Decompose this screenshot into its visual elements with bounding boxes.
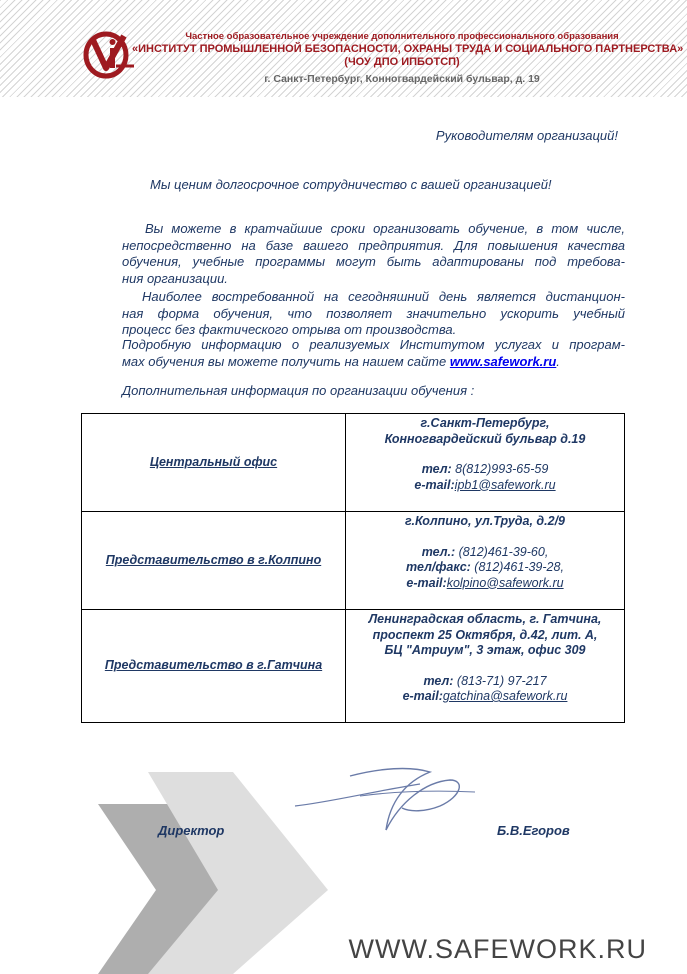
office-row	[82, 610, 625, 723]
paragraph-line: процесс без фактического отрыва от производства.	[122, 322, 457, 337]
paragraph-distance	[122, 289, 625, 339]
director-title: Директор	[158, 823, 225, 838]
additional-info-heading: Дополнительная информация по организации обучения :	[122, 383, 475, 398]
office-address-line: г.Санкт-Петербург,	[420, 416, 550, 430]
paragraph-line: Вы можете в кратчайшие сроки организовать обучение, в том числе,	[145, 221, 625, 236]
paragraph-training	[122, 221, 625, 287]
handwritten-signature-icon	[290, 762, 480, 834]
office-name: Представительство в г.Гатчина	[82, 610, 346, 723]
office-name: Представительство в г.Колпино	[82, 512, 346, 610]
office-contacts	[346, 512, 625, 610]
paragraph-line: Подробную информацию о реализуемых Институтом услугах и програм-	[122, 337, 625, 352]
office-contacts	[346, 610, 625, 723]
email-link[interactable]: gatchina@safework.ru	[442, 689, 568, 703]
office-address-line: г.Колпино, ул.Труда, д.2/9	[405, 514, 565, 528]
paragraph-line: ная форма обучения, что позволяет значительно ускорить учебный	[122, 305, 625, 321]
header-org-abbr: (ЧОУ ДПО ИПБОТСП)	[344, 56, 460, 68]
greeting: Руководителям организаций!	[435, 128, 618, 143]
office-name: Центральный офис	[82, 414, 346, 512]
paragraph-website	[122, 337, 625, 370]
office-email: e-mail:gatchina@safework.ru	[402, 689, 568, 703]
letterhead	[0, 0, 687, 97]
website-link[interactable]: www.safework.ru	[449, 353, 557, 369]
email-link[interactable]: kolpino@safework.ru	[446, 575, 564, 590]
office-address-line: Конногвардейский бульвар д.19	[384, 431, 586, 446]
office-phone: тел: 8(812)993-65-59	[421, 462, 549, 476]
institute-logo-icon	[80, 30, 138, 80]
office-address-line: БЦ "Атриум", 3 этаж, офис 309	[384, 643, 586, 657]
office-address-line: проспект 25 Октября, д.42, лит. А,	[372, 627, 598, 642]
office-phone: тел: (813-71) 97-217	[423, 673, 547, 688]
paragraph-line: обучения, учебные программы могут быть адаптированы под требова-	[122, 254, 625, 269]
paragraph-line-text: мах обучения вы можете получить на нашем сайте	[122, 353, 450, 369]
office-row	[82, 512, 625, 610]
paragraph-line: ния организации.	[122, 270, 228, 286]
office-fax: тел/факс: (812)461-39-28,	[406, 560, 564, 574]
header-address: г. Санкт-Петербург, Конногвардейский бульвар, д. 19	[264, 73, 540, 85]
office-contacts	[346, 414, 625, 512]
header-org-name: «ИНСТИТУТ ПРОМЫШЛЕННОЙ БЕЗОПАСНОСТИ, ОХРАНЫ ТРУДА И СОЦИАЛЬНОГО ПАРТНЕРСТВА»	[132, 43, 684, 55]
paragraph-line	[122, 354, 625, 371]
email-link[interactable]: ipb1@safework.ru	[454, 477, 556, 492]
director-name: Б.В.Егоров	[497, 823, 570, 838]
header-org-type: Частное образовательное учреждение дополнительного профессионального образования	[185, 31, 619, 42]
paragraph-line: Наиболее востребованной на сегодняшний день является дистанцион-	[142, 289, 625, 304]
office-email: e-mail:kolpino@safework.ru	[406, 575, 564, 590]
paragraph-line: непосредственно на базе вашего предприятия. Для повышения качества	[122, 237, 625, 253]
office-email: e-mail:ipb1@safework.ru	[414, 477, 556, 492]
office-row	[82, 414, 625, 512]
lead-sentence: Мы ценим долгосрочное сотрудничество с вашей организацией!	[150, 177, 552, 192]
footer-website[interactable]: WWW.SAFEWORK.RU	[348, 934, 647, 964]
office-address-line: Ленинградская область, г. Гатчина,	[368, 612, 602, 626]
office-phone: тел.: (812)461-39-60,	[421, 544, 549, 559]
paragraph-end: .	[556, 353, 560, 369]
offices-table	[81, 413, 625, 723]
